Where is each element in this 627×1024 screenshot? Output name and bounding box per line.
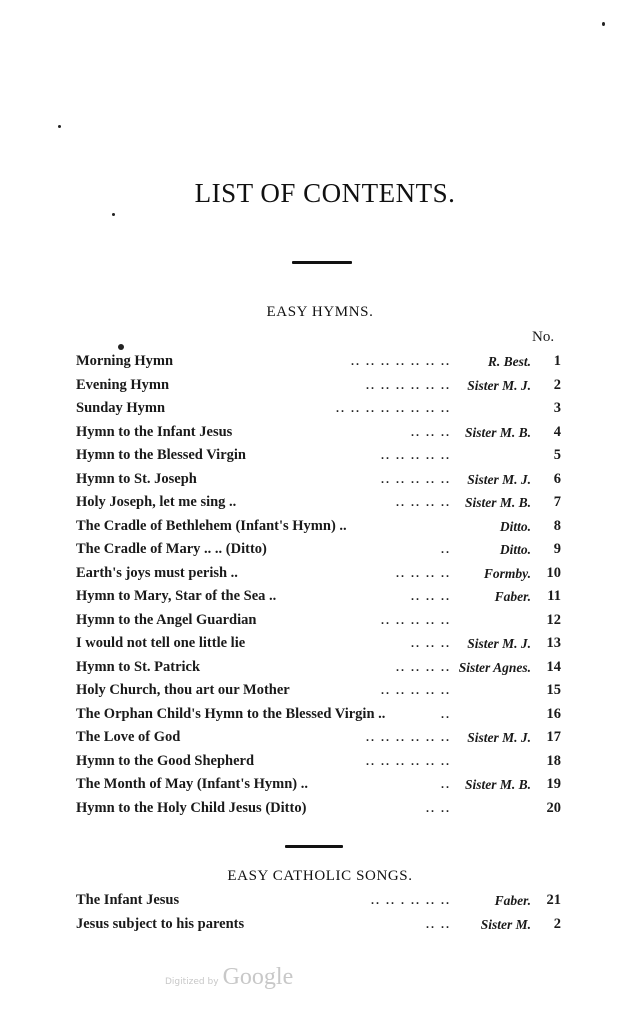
entry-number: 12 — [546, 611, 561, 628]
digitized-watermark — [165, 964, 293, 991]
entry-title: Morning Hymn — [76, 353, 174, 369]
leader-dots: .. .. .. .. .. .. — [366, 377, 451, 392]
list-item — [76, 397, 561, 421]
entry-number: 20 — [546, 799, 561, 816]
entry-author: Formby. — [483, 565, 531, 581]
list-item — [76, 797, 561, 821]
list-item — [76, 562, 561, 586]
entry-number: 16 — [546, 705, 561, 722]
list-item — [76, 515, 561, 539]
entry-title: The Month of May (Infant's Hymn) .. — [76, 776, 309, 792]
entry-number: 4 — [553, 423, 561, 440]
leader-dots: .. .. .. .. — [396, 565, 451, 580]
entry-title: The Love of God — [76, 729, 181, 745]
leader-dots: .. .. .. .. — [396, 495, 451, 509]
entry-number: 21 — [546, 892, 561, 908]
entry-number: 2 — [553, 376, 561, 393]
entry-author: Sister M. J. — [467, 636, 531, 651]
entry-author: Ditto. — [499, 542, 531, 557]
entry-author: Sister M. J. — [467, 730, 531, 745]
leader-dots: .. .. — [426, 916, 451, 931]
entry-number: 1 — [553, 353, 561, 369]
entry-author: Ditto. — [499, 518, 531, 534]
leader-dots: .. .. .. .. .. — [381, 471, 451, 486]
entry-author: Sister M. J. — [467, 377, 531, 393]
entry-number: 5 — [553, 447, 561, 463]
list-item — [76, 889, 561, 913]
easy-catholic-songs-list — [76, 889, 561, 936]
number-column-label: No. — [532, 329, 555, 345]
entry-number: 2 — [553, 915, 561, 932]
entry-title: Hymn to St. Joseph — [76, 470, 197, 487]
entry-author: Sister M. B. — [464, 777, 531, 792]
leader-dots: .. .. .. .. — [396, 659, 451, 674]
entry-title: Hymn to St. Patrick — [76, 658, 201, 675]
list-item — [76, 656, 561, 680]
leader-dots: .. — [441, 542, 451, 556]
list-item — [76, 913, 561, 937]
leader-dots: .. .. .. — [411, 636, 451, 650]
entry-number: 10 — [546, 564, 561, 581]
leader-dots: .. — [441, 777, 451, 791]
leader-dots: .. — [441, 706, 451, 721]
list-item — [76, 750, 561, 774]
entry-number: 3 — [553, 400, 561, 416]
entry-author: Sister Agnes. — [458, 659, 531, 675]
entry-title: I would not tell one little lie — [76, 635, 246, 651]
entry-title: The Infant Jesus — [76, 892, 180, 908]
ink-speck — [602, 22, 605, 26]
entry-number: 15 — [546, 682, 561, 698]
entry-title: The Cradle of Mary .. .. (Ditto) — [76, 541, 267, 557]
entry-author: Sister M. B. — [464, 495, 531, 510]
list-item — [76, 703, 561, 727]
entry-number: 6 — [553, 470, 561, 487]
ink-speck — [58, 125, 61, 128]
entry-author: Sister M. — [480, 916, 531, 932]
entry-author: Sister M. B. — [464, 424, 531, 440]
entry-number: 18 — [546, 752, 561, 769]
leader-dots: .. .. .. .. .. — [381, 612, 451, 627]
entry-author: Sister M. J. — [467, 471, 531, 487]
leader-dots: .. .. .. .. .. .. — [366, 730, 451, 744]
easy-hymns-list — [76, 350, 561, 820]
leader-dots: .. .. .. .. .. .. — [366, 753, 451, 768]
divider-rule — [292, 261, 352, 264]
entry-author: Faber. — [494, 589, 531, 604]
list-item — [76, 444, 561, 468]
list-item — [76, 609, 561, 633]
entry-title: The Cradle of Bethlehem (Infant's Hymn) .. — [76, 517, 347, 534]
entry-number: 7 — [553, 494, 561, 510]
entry-title: Jesus subject to his parents — [76, 915, 245, 932]
section-heading-easy-hymns: EASY HYMNS. — [266, 304, 374, 320]
section-heading-easy-catholic-songs: EASY CATHOLIC SONGS. — [227, 868, 413, 884]
page-title: LIST OF CONTENTS. — [194, 178, 456, 208]
entry-author: R. Best. — [487, 354, 531, 369]
entry-number: 17 — [546, 729, 561, 745]
entry-title: Holy Joseph, let me sing .. — [76, 494, 237, 510]
list-item — [76, 350, 561, 374]
entry-title: Holy Church, thou art our Mother — [76, 682, 290, 698]
leader-dots: .. .. .. .. .. .. .. — [351, 354, 451, 368]
list-item — [76, 538, 561, 562]
entry-title: Earth's joys must perish .. — [76, 564, 238, 581]
entry-title: Hymn to the Blessed Virgin — [76, 447, 246, 463]
leader-dots: .. .. — [426, 800, 451, 815]
leader-dots: .. .. .. .. .. — [381, 683, 451, 697]
list-item — [76, 632, 561, 656]
entry-title: Hymn to the Holy Child Jesus (Ditto) — [76, 799, 307, 816]
entry-number: 9 — [553, 541, 561, 557]
entry-number: 14 — [546, 658, 561, 675]
ink-speck — [112, 213, 115, 216]
list-item — [76, 374, 561, 398]
entry-number: 13 — [546, 635, 561, 651]
leader-dots: .. .. . .. .. .. — [371, 893, 451, 907]
entry-title: Evening Hymn — [76, 376, 170, 393]
leader-dots: .. .. .. — [411, 589, 451, 603]
google-logo: Google — [222, 964, 294, 990]
entry-number: 11 — [547, 588, 561, 604]
divider-rule — [285, 845, 343, 848]
entry-title: The Orphan Child's Hymn to the Blessed Virgin .. — [76, 705, 386, 722]
entry-title: Sunday Hymn — [76, 400, 166, 416]
list-item — [76, 421, 561, 445]
entry-title: Hymn to Mary, Star of the Sea .. — [76, 588, 277, 604]
list-item — [76, 726, 561, 750]
list-item — [76, 585, 561, 609]
digitized-label: Digitized by — [165, 977, 219, 987]
entry-number: 19 — [546, 776, 561, 792]
leader-dots: .. .. .. .. .. .. .. .. — [336, 401, 451, 415]
list-item — [76, 468, 561, 492]
entry-title: Hymn to the Good Shepherd — [76, 752, 255, 769]
list-item — [76, 679, 561, 703]
leader-dots: .. .. .. — [411, 424, 451, 439]
entry-number: 8 — [553, 517, 561, 534]
list-item — [76, 773, 561, 797]
list-item — [76, 491, 561, 515]
entry-title: Hymn to the Angel Guardian — [76, 611, 257, 628]
leader-dots: .. .. .. .. .. — [381, 448, 451, 462]
entry-author: Faber. — [494, 893, 531, 908]
entry-title: Hymn to the Infant Jesus — [76, 423, 233, 440]
